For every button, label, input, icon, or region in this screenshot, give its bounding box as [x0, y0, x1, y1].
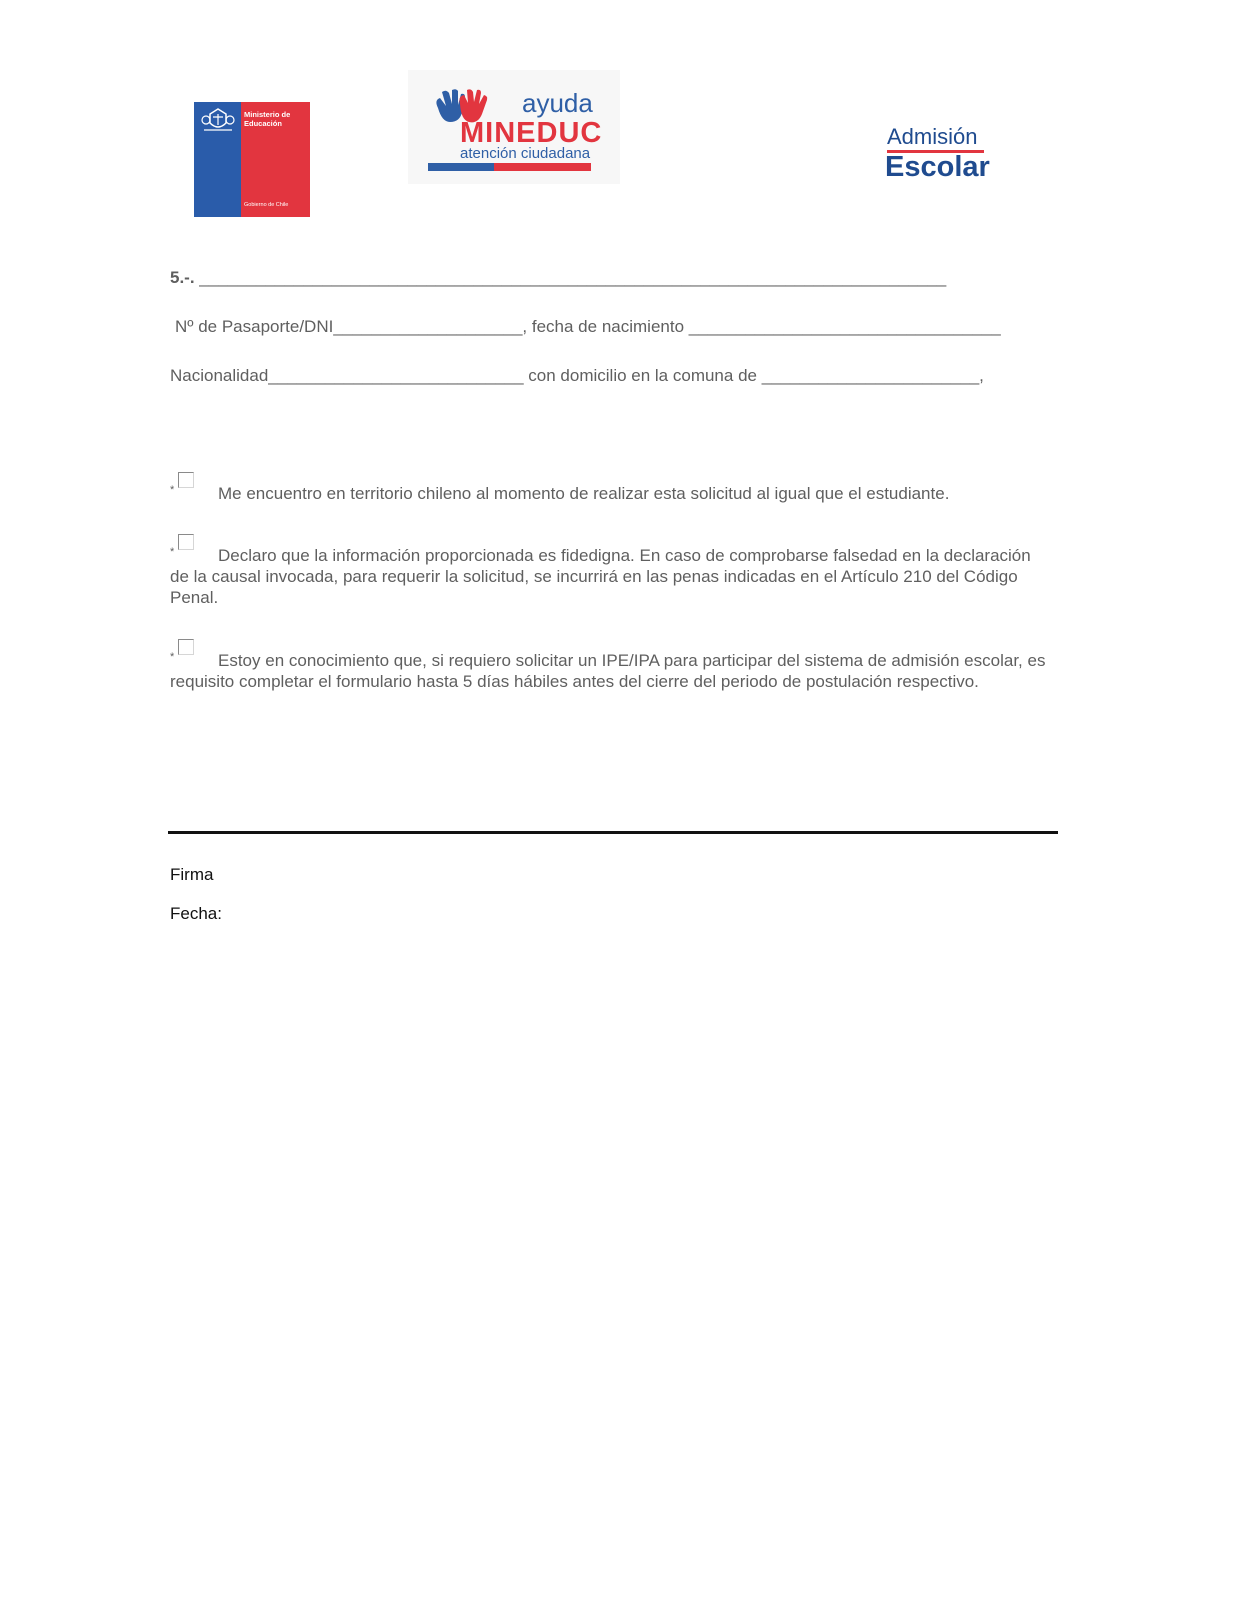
- firma-label: Firma: [170, 865, 214, 884]
- ayuda-color-bar: [428, 163, 591, 171]
- government-label: Gobierno de Chile: [244, 202, 289, 208]
- declaration-checkbox[interactable]: [178, 639, 194, 655]
- ayuda-text: ayuda: [522, 88, 593, 118]
- required-star: *: [170, 651, 175, 663]
- required-star: *: [170, 546, 175, 558]
- chile-coat-of-arms-icon: [200, 106, 236, 136]
- form-line-nationality[interactable]: Nacionalidad___________________________ con domicilio en la comuna de _______________________,: [170, 366, 984, 385]
- ministerio-educacion-logo: [194, 102, 310, 217]
- ayuda-mineduc-logo: [408, 70, 620, 184]
- fecha-label: Fecha:: [170, 904, 222, 923]
- declaration-item: [170, 633, 1050, 692]
- declaration-text: Declaro que la información proporcionada es fidedigna. En caso de comprobarse falsedad en la declaración de la causal invocada, para requerir la solicitud, se incurrirá en las penas indicadas en el Artículo 210 del Código Penal.: [170, 546, 1031, 607]
- declaration-text: Estoy en conocimiento que, si requiero solicitar un IPE/IPA para participar del sistema de admisión escolar, es requisito completar el formulario hasta 5 días hábiles antes del cierre del periodo de postulación respectivo.: [170, 651, 1046, 691]
- declaration-item: [170, 528, 1050, 608]
- declaration-item: [170, 466, 1050, 504]
- ministry-name: Ministerio de Educación: [244, 110, 291, 128]
- name-blank[interactable]: _______________________________________________________________________________: [199, 268, 947, 287]
- admision-text: Admisión: [887, 124, 978, 149]
- mineduc-text: MINEDUC: [460, 117, 603, 149]
- required-star: *: [170, 484, 175, 496]
- item-number: 5.-.: [170, 268, 195, 287]
- signature-line[interactable]: [168, 831, 1058, 834]
- declaration-checkbox[interactable]: [178, 472, 194, 488]
- declaration-text: Me encuentro en territorio chileno al momento de realizar esta solicitud al igual que el estudiante.: [218, 484, 950, 503]
- declaration-checkbox[interactable]: [178, 534, 194, 550]
- admision-escolar-logo: [885, 125, 995, 185]
- form-line-passport[interactable]: Nº de Pasaporte/DNI____________________, fecha de nacimiento _________________________________: [175, 317, 1001, 336]
- logo-blue-band: [194, 102, 241, 217]
- form-line-1: [170, 268, 946, 288]
- atencion-ciudadana-text: atención ciudadana: [460, 145, 591, 162]
- escolar-text: Escolar: [885, 151, 990, 183]
